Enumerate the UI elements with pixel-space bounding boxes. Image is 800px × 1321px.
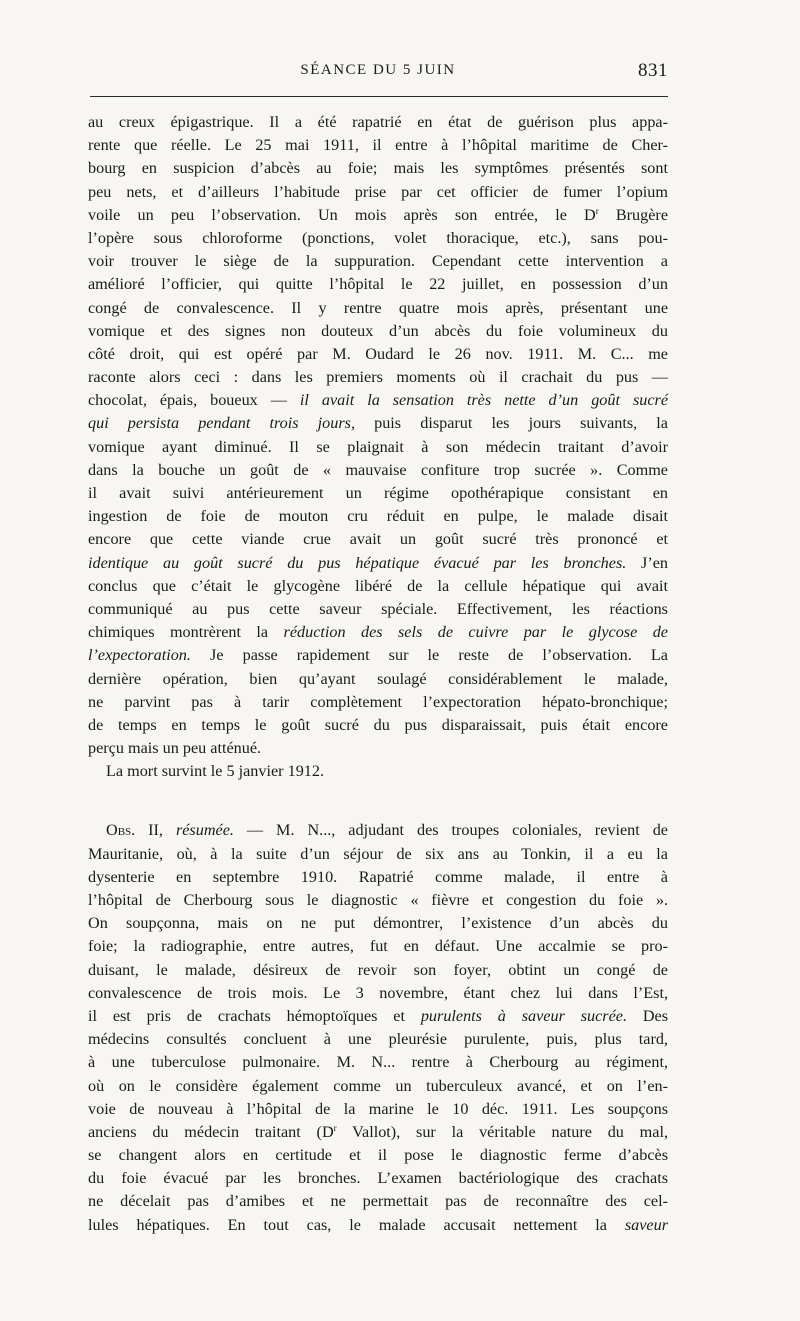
text-line xyxy=(88,644,668,667)
text-segment: Vallot), sur la véritable nature du mal, xyxy=(336,1122,669,1141)
text-line: rente que réelle. Le 25 mai 1911, il entre à l’hôpital maritime de Cher- xyxy=(88,136,668,155)
text-line: dysenterie en septembre 1910. Rapatrié comme malade, il entre à xyxy=(88,867,668,886)
text-line: vomique et des signes non douteux d’un abcès du foie volumineux du xyxy=(88,321,668,340)
text-line: duisant, le malade, désireux de revoir son foyer, obtint un congé de xyxy=(88,960,668,979)
text-line: raconte alors ceci : dans les premiers moments où il crachait du pus — xyxy=(88,368,668,387)
text-line xyxy=(88,389,668,412)
text-line: conclus que c’était le glycogène libéré de la cellule hépatique qui avait xyxy=(88,576,668,595)
text-segment: Brugère xyxy=(598,205,669,224)
text-line: convalescence de trois mois. Le 3 novembre, étant chez lui dans l’Est, xyxy=(88,983,668,1002)
italic-segment: réduction des sels de cuivre par le glycose de xyxy=(283,623,668,642)
text-line: dernière opération, bien qu’ayant soulagé considérablement le malade, xyxy=(88,669,668,688)
text-line: communiqué au pus cette saveur spéciale. Effectivement, les réactions xyxy=(88,599,668,618)
text-line: de temps en temps le goût sucré du pus disparaissait, puis était encore xyxy=(88,715,668,734)
text-segment: Je passe rapidement sur le reste de l’observation. La xyxy=(190,646,668,665)
text-line: se changent alors en certitude et il pose le diagnostic ferme d’abcès xyxy=(88,1146,668,1165)
text-line: l’opère sous chloroforme (ponctions, volet thoracique, etc.), sans pou- xyxy=(88,228,668,247)
text-line: encore que cette viande crue avait un goût sucré très prononcé et xyxy=(88,530,668,549)
text-line xyxy=(88,204,668,227)
text-segment: Des xyxy=(627,1006,668,1025)
text-segment: chocolat, épais, boueux — xyxy=(88,391,300,410)
italic-segment: résumée. xyxy=(175,821,234,840)
text-line: vomique ayant diminué. Il se plaignait à son médecin traitant d’avoir xyxy=(88,437,668,456)
running-header xyxy=(88,60,668,84)
death-line: La mort survint le 5 janvier 1912. xyxy=(106,762,325,781)
paragraph-obs2 xyxy=(88,819,668,1236)
text-line xyxy=(88,819,668,842)
text-line: médecins consultés concluent à une pleurésie purulente, puis, plus tard, xyxy=(88,1030,668,1049)
text-line xyxy=(88,1005,668,1028)
text-line xyxy=(88,1214,668,1237)
text-line xyxy=(88,552,668,575)
text-line: côté droit, qui est opéré par M. Oudard le 26 nov. 1911. M. C... me xyxy=(88,344,668,363)
text-segment: lules hépatiques. En tout cas, le malade accusait nettement la xyxy=(88,1215,625,1234)
text-line: au creux épigastrique. Il a été rapatrié en état de guérison plus appa- xyxy=(88,113,668,131)
text-line: ne décelait pas d’amibes et ne permettait pas de reconnaître des cel- xyxy=(88,1192,668,1211)
italic-segment: qui persista pendant trois jours, xyxy=(88,414,355,433)
text-segment: chimiques montrèrent la xyxy=(88,623,284,642)
page-number: 831 xyxy=(638,60,668,81)
text-line xyxy=(88,621,668,644)
superscript: r xyxy=(595,205,599,216)
text-line: voir trouver le siège de la suppuration. Cependant cette intervention a xyxy=(88,252,668,271)
italic-segment: saveur xyxy=(624,1215,668,1234)
italic-segment: identique au goût sucré du pus hépatique évacué par les bronches. xyxy=(88,553,627,572)
running-title: SÉANCE DU 5 JUIN xyxy=(300,62,456,78)
text-line: perçu mais un peu atténué. xyxy=(88,739,262,758)
text-line: dans la bouche un goût de « mauvaise confiture trop sucrée ». Comme xyxy=(88,460,668,479)
text-line: il avait suivi antérieurement un régime opothérapique consistant en xyxy=(88,484,668,502)
body-text xyxy=(88,111,668,1237)
text-line: ne parvint pas à tarir complètement l’expectoration hépato-bronchique; xyxy=(88,692,668,711)
obs-label: Obs. II, xyxy=(106,821,176,840)
text-segment: J’en xyxy=(626,553,668,572)
italic-segment: il avait la sensation très nette d’un goût sucré xyxy=(299,391,669,410)
text-segment: — M. N..., adjudant des troupes coloniales, revient de xyxy=(233,821,668,840)
italic-segment: l’expectoration. xyxy=(88,646,191,665)
paragraph-obs1 xyxy=(88,111,668,783)
text-line: l’hôpital de Cherbourg sous le diagnostic « fièvre et congestion du foie ». xyxy=(88,891,668,909)
header-rule xyxy=(90,96,668,97)
text-line: ingestion de foie de mouton cru réduit en pulpe, le malade disait xyxy=(88,507,668,526)
text-line: On soupçonna, mais on ne put démontrer, l’existence d’un abcès du xyxy=(88,914,668,933)
superscript: r xyxy=(333,1122,337,1133)
text-line: Mauritanie, où, à la suite d’un séjour de six ans au Tonkin, il a eu la xyxy=(88,844,668,863)
text-line xyxy=(88,412,668,435)
text-segment: anciens du médecin traitant (D xyxy=(88,1122,334,1141)
text-line xyxy=(88,1121,668,1144)
text-line: peu nets, et d’ailleurs l’habitude prise par cet officier de fumer l’opium xyxy=(88,182,668,201)
text-line: amélioré l’officier, qui quitte l’hôpital le 22 juillet, en possession d’un xyxy=(88,275,668,294)
text-segment: voile un peu l’observation. Un mois après son entrée, le D xyxy=(88,205,596,224)
text-line: voie de nouveau à l’hôpital de la marine le 10 déc. 1911. Les soupçons xyxy=(88,1099,668,1118)
italic-segment: purulents à saveur sucrée. xyxy=(420,1006,627,1025)
text-line: congé de convalescence. Il y rentre quatre mois après, présentant une xyxy=(88,298,668,317)
text-segment: il est pris de crachats hémoptoïques et xyxy=(88,1006,421,1025)
text-line: foie; la radiographie, entre autres, fut en défaut. Une accalmie se pro- xyxy=(88,937,668,956)
text-line: à une tuberculose pulmonaire. M. N... rentre à Cherbourg au régiment, xyxy=(88,1053,668,1072)
text-line: bourg en suspicion d’abcès au foie; mais les symptômes présentés sont xyxy=(88,159,668,178)
section-gap xyxy=(88,783,668,819)
text-segment: puis disparut les jours suivants, la xyxy=(355,414,668,433)
text-line: où on le considère également comme un tuberculeux avancé, et on l’en- xyxy=(88,1076,668,1095)
text-line: du foie évacué par les bronches. L’examen bactériologique des crachats xyxy=(88,1169,668,1188)
